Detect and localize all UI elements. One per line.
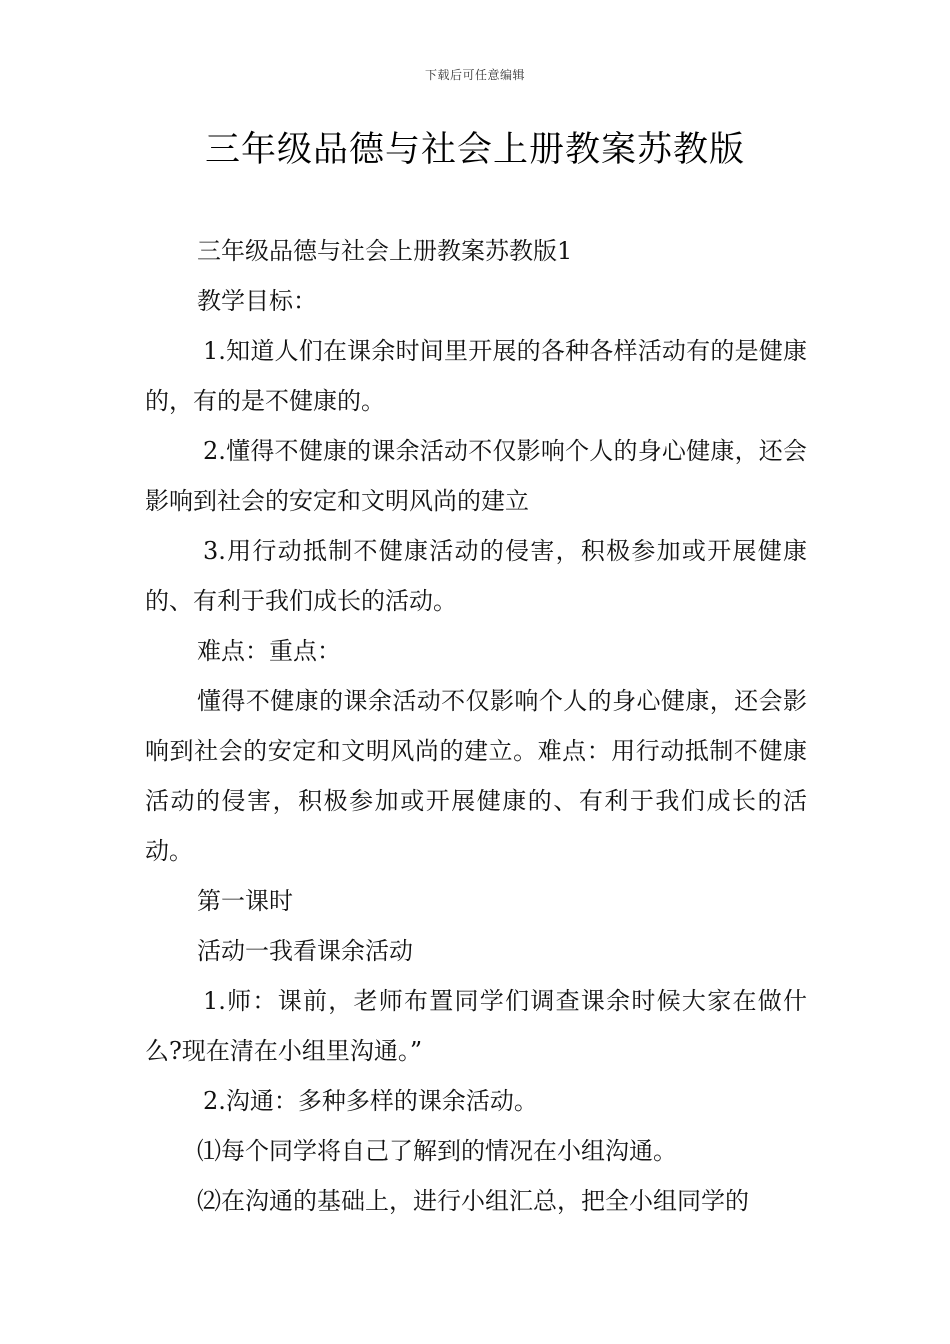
paragraph-objectives-label: 教学目标： bbox=[197, 287, 317, 315]
paragraph-lesson-heading: 三年级品德与社会上册教案苏教版1 bbox=[197, 237, 573, 265]
paragraph-activity-one: 活动一我看课余活动 bbox=[197, 937, 413, 965]
paragraph-first-lesson: 第一课时 bbox=[197, 887, 293, 915]
document-title: 三年级品德与社会上册教案苏教版 bbox=[204, 130, 745, 170]
paragraph-objective-2: 2.懂得不健康的课余活动不仅影响个人的身心健康，还会影响到社会的安定和文明风尚的建立 bbox=[145, 437, 807, 515]
paragraph-step-1: 1.师：课前，老师布置同学们调查课余时候大家在做什么?现在清在小组里沟通。” bbox=[145, 987, 807, 1065]
paragraph-step-2: 2.沟通：多种多样的课余活动。 bbox=[203, 1087, 538, 1115]
document-body bbox=[145, 226, 807, 1226]
paragraph-substep-2: ⑵在沟通的基础上，进行小组汇总，把全小组同学的 bbox=[197, 1187, 749, 1215]
paragraph-key-points: 懂得不健康的课余活动不仅影响个人的身心健康，还会影响到社会的安定和文明风尚的建立。难点：用行动抵制不健康活动的侵害，积极参加或开展健康的、有利于我们成长的活动。 bbox=[145, 687, 807, 865]
paragraph-key-points-label: 难点：重点： bbox=[197, 637, 341, 665]
paragraph-substep-1: ⑴每个同学将自己了解到的情况在小组沟通。 bbox=[197, 1137, 677, 1165]
paragraph-objective-3: 3.用行动抵制不健康活动的侵害，积极参加或开展健康的、有利于我们成长的活动。 bbox=[145, 537, 807, 615]
header-note: 下载后可任意编辑 bbox=[424, 68, 525, 82]
paragraph-objective-1: 1.知道人们在课余时间里开展的各种各样活动有的是健康的，有的是不健康的。 bbox=[145, 337, 807, 415]
